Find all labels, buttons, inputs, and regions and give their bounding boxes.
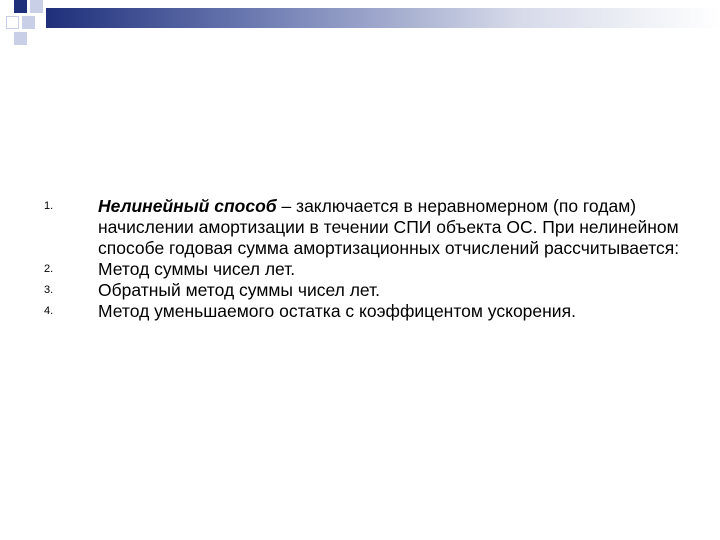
list-item-number: 1. [44,200,54,212]
list-item [44,196,684,259]
list-item-text [98,196,684,259]
list-item-number: 3. [44,284,54,296]
numbered-list [44,196,684,322]
list-item-text: Обратный метод суммы чисел лет. [98,280,381,300]
decor-square-outline [6,16,19,29]
list-item [44,259,684,280]
list-item-text: Метод уменьшаемого остатка с коэффицентом ускорения. [98,301,576,321]
definition-text: – заключается в неравномерном (по годам) начислении амортизации в течении СПИ объекта ОС. При нелинейном способе годовая сумма амортизационных отчислений рассчитывается: [98,196,680,258]
term-highlight: Нелинейный способ [98,196,277,216]
decor-square-navy [14,0,27,13]
decor-square-light [30,0,43,13]
decor-square-light-3 [14,32,27,45]
header-gradient-band [46,8,720,28]
list-item-number: 4. [44,305,54,317]
list-item-text: Метод суммы чисел лет. [98,259,296,279]
list-item [44,301,684,322]
list-item-number: 2. [44,263,54,275]
list-item [44,280,684,301]
decor-square-light-2 [22,16,35,29]
